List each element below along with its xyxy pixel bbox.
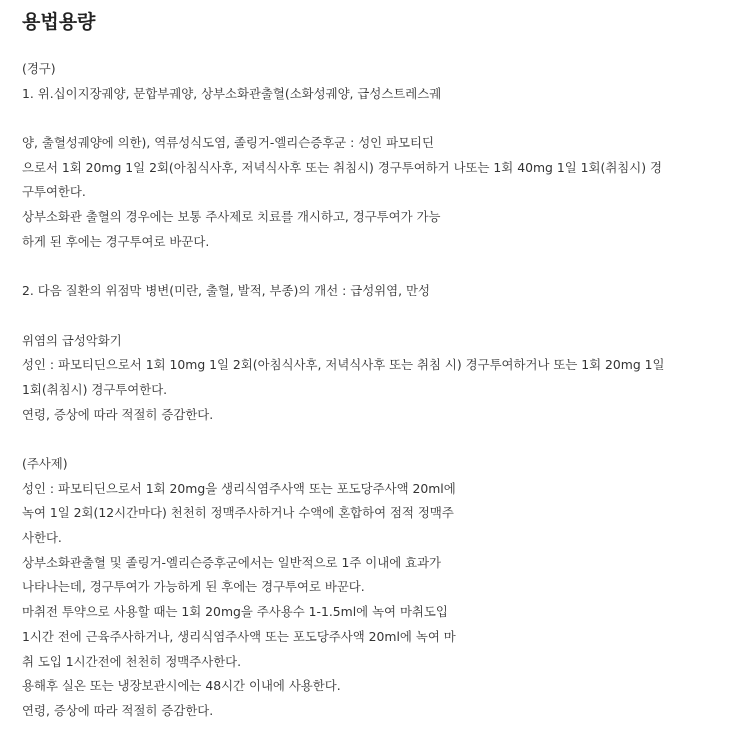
page-title: 용법용량 [22,11,96,33]
text-line: 구투여한다. [22,184,86,200]
document-body [22,57,737,724]
text-line: 상부소화관 출혈의 경우에는 보통 주사제로 치료를 개시하고, 경구투여가 가능 [22,209,441,225]
text-line: 하게 된 후에는 경구투여로 바꾼다. [22,233,210,249]
text-line: 으로서 1회 20mg 1일 2회(아침식사후, 저녁식사후 또는 취침시) 경구투여하거 나또는 1회 40mg 1일 1회(취침시) 경 [22,159,662,175]
text-line: 1회(취침시) 경구투여한다. [22,381,168,397]
text-line: 양, 출혈성궤양에 의한), 역류성식도염, 졸링거-엘리슨증후군 : 성인 파모티딘 [22,135,434,151]
text-line: 나타나는데, 경구투여가 가능하게 된 후에는 경구투여로 바꾼다. [22,579,365,595]
text-line: (주사제) [22,456,68,471]
blank-line [22,304,737,329]
text-line: 성인 : 파모티딘으로서 1회 20mg을 생리식염주사액 또는 포도당주사액 20ml에 [22,480,456,496]
text-line: 위염의 급성악화기 [22,332,122,348]
text-line: 상부소화관출혈 및 졸링거-엘리슨증후군에서는 일반적으로 1주 이내에 효과가 [22,554,442,570]
text-line: 취 도입 1시간전에 천천히 정맥주사한다. [22,653,242,669]
text-line: 용해후 실온 또는 냉장보관시에는 48시간 이내에 사용한다. [22,678,341,694]
text-line: 2. 다음 질환의 위점막 병변(미란, 출혈, 발적, 부종)의 개선 : 급성위염, 만성 [22,283,430,299]
blank-line [22,427,737,452]
text-line: 1시간 전에 근육주사하거나, 생리식염주사액 또는 포도당주사액 20ml에 녹여 마 [22,628,456,644]
text-line: 마취전 투약으로 사용할 때는 1회 20mg을 주사용수 1-1.5ml에 녹여 마취도입 [22,604,448,620]
text-line: (경구) [22,61,56,76]
text-line: 사한다. [22,530,62,546]
blank-line [22,106,737,131]
text-line: 연령, 증상에 따라 적절히 증감한다. [22,702,214,718]
blank-line [22,255,737,280]
dosage-document [22,6,737,724]
text-line: 성인 : 파모티딘으로서 1회 10mg 1일 2회(아침식사후, 저녁식사후 또는 취침 시) 경구투여하거나 또는 1회 20mg 1일 [22,357,665,373]
title-spacer [22,38,737,57]
text-line: 1. 위.십이지장궤양, 문합부궤양, 상부소화관출혈(소화성궤양, 급성스트레스궤 [22,85,442,101]
text-line: 연령, 증상에 따라 적절히 증감한다. [22,406,214,422]
text-line: 녹여 1일 2회(12시간마다) 천천히 정맥주사하거나 수액에 혼합하여 점적 정맥주 [22,505,454,521]
